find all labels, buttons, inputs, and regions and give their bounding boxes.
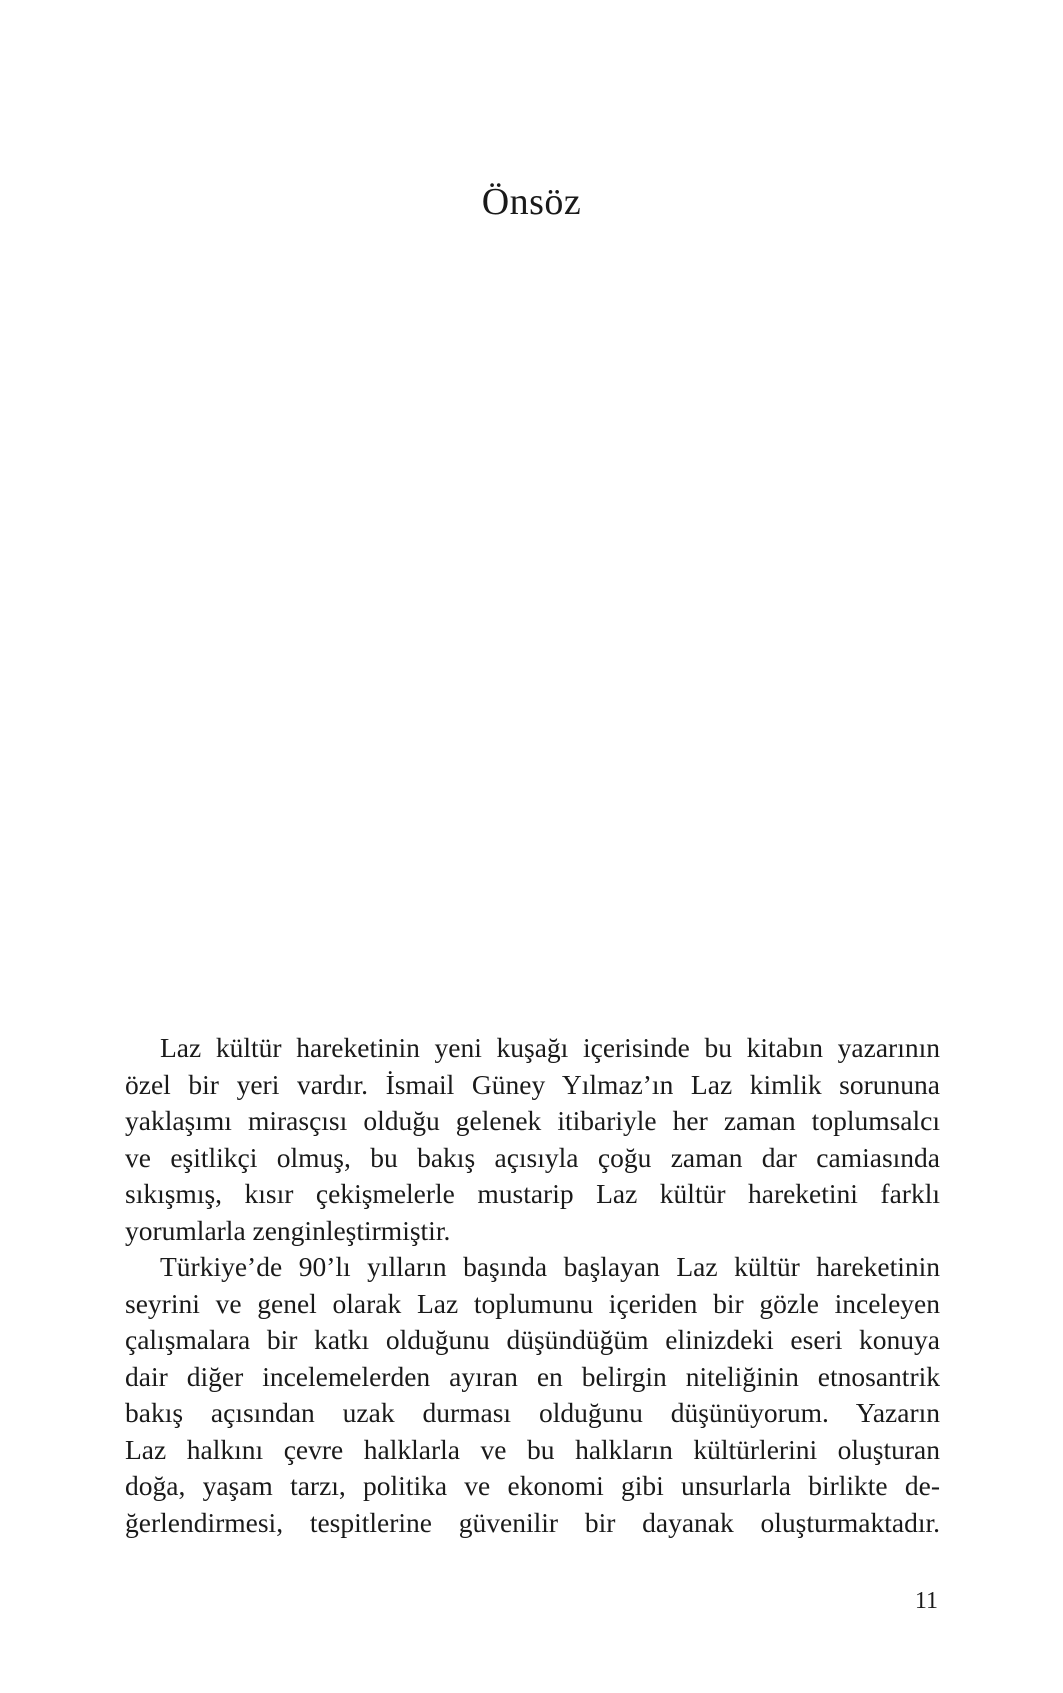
text-line: Türkiye’de 90’lı yılların başında başlayan Laz kültür hareketinin <box>160 1251 940 1282</box>
chapter-title: Önsöz <box>481 181 582 223</box>
body-text <box>125 1030 940 1541</box>
text-line: seyrini ve genel olarak Laz toplumunu içeriden bir gözle inceleyen <box>125 1287 940 1319</box>
text-line: Laz kültür hareketinin yeni kuşağı içerisinde bu kitabın yazarının <box>160 1032 940 1063</box>
text-line: yaklaşımı mirasçısı olduğu gelenek itibariyle her zaman toplumsalcı <box>125 1105 940 1136</box>
text-line: özel bir yeri vardır. İsmail Güney Yılmaz’ın Laz kimlik sorununa <box>125 1068 940 1100</box>
text-line: dair diğer incelemelerden ayıran en belirgin niteliğinin etnosantrik <box>125 1360 940 1392</box>
page-number: 11 <box>914 1588 938 1614</box>
text-line: bakış açısından uzak durması olduğunu düşünüyorum. Yazarın <box>125 1397 940 1428</box>
text-line: Laz halkını çevre halklarla ve bu halkların kültürlerini oluşturan <box>125 1433 940 1465</box>
paragraph-2 <box>125 1249 940 1541</box>
text-line: sıkışmış, kısır çekişmelerle mustarip Laz kültür hareketini farklı <box>125 1178 940 1209</box>
paragraph-1 <box>125 1030 940 1249</box>
text-line: ğerlendirmesi, tespitlerine güvenilir bir dayanak oluşturmaktadır. <box>125 1506 940 1538</box>
text-line: doğa, yaşam tarzı, politika ve ekonomi gibi unsurlarla birlikte de- <box>125 1470 940 1501</box>
text-line: çalışmalara bir katkı olduğunu düşündüğüm elinizdeki eseri konuya <box>125 1324 940 1355</box>
text-line: yorumlarla zenginleştirmiştir. <box>125 1214 451 1246</box>
text-line: ve eşitlikçi olmuş, bu bakış açısıyla çoğu zaman dar camiasında <box>125 1141 940 1173</box>
